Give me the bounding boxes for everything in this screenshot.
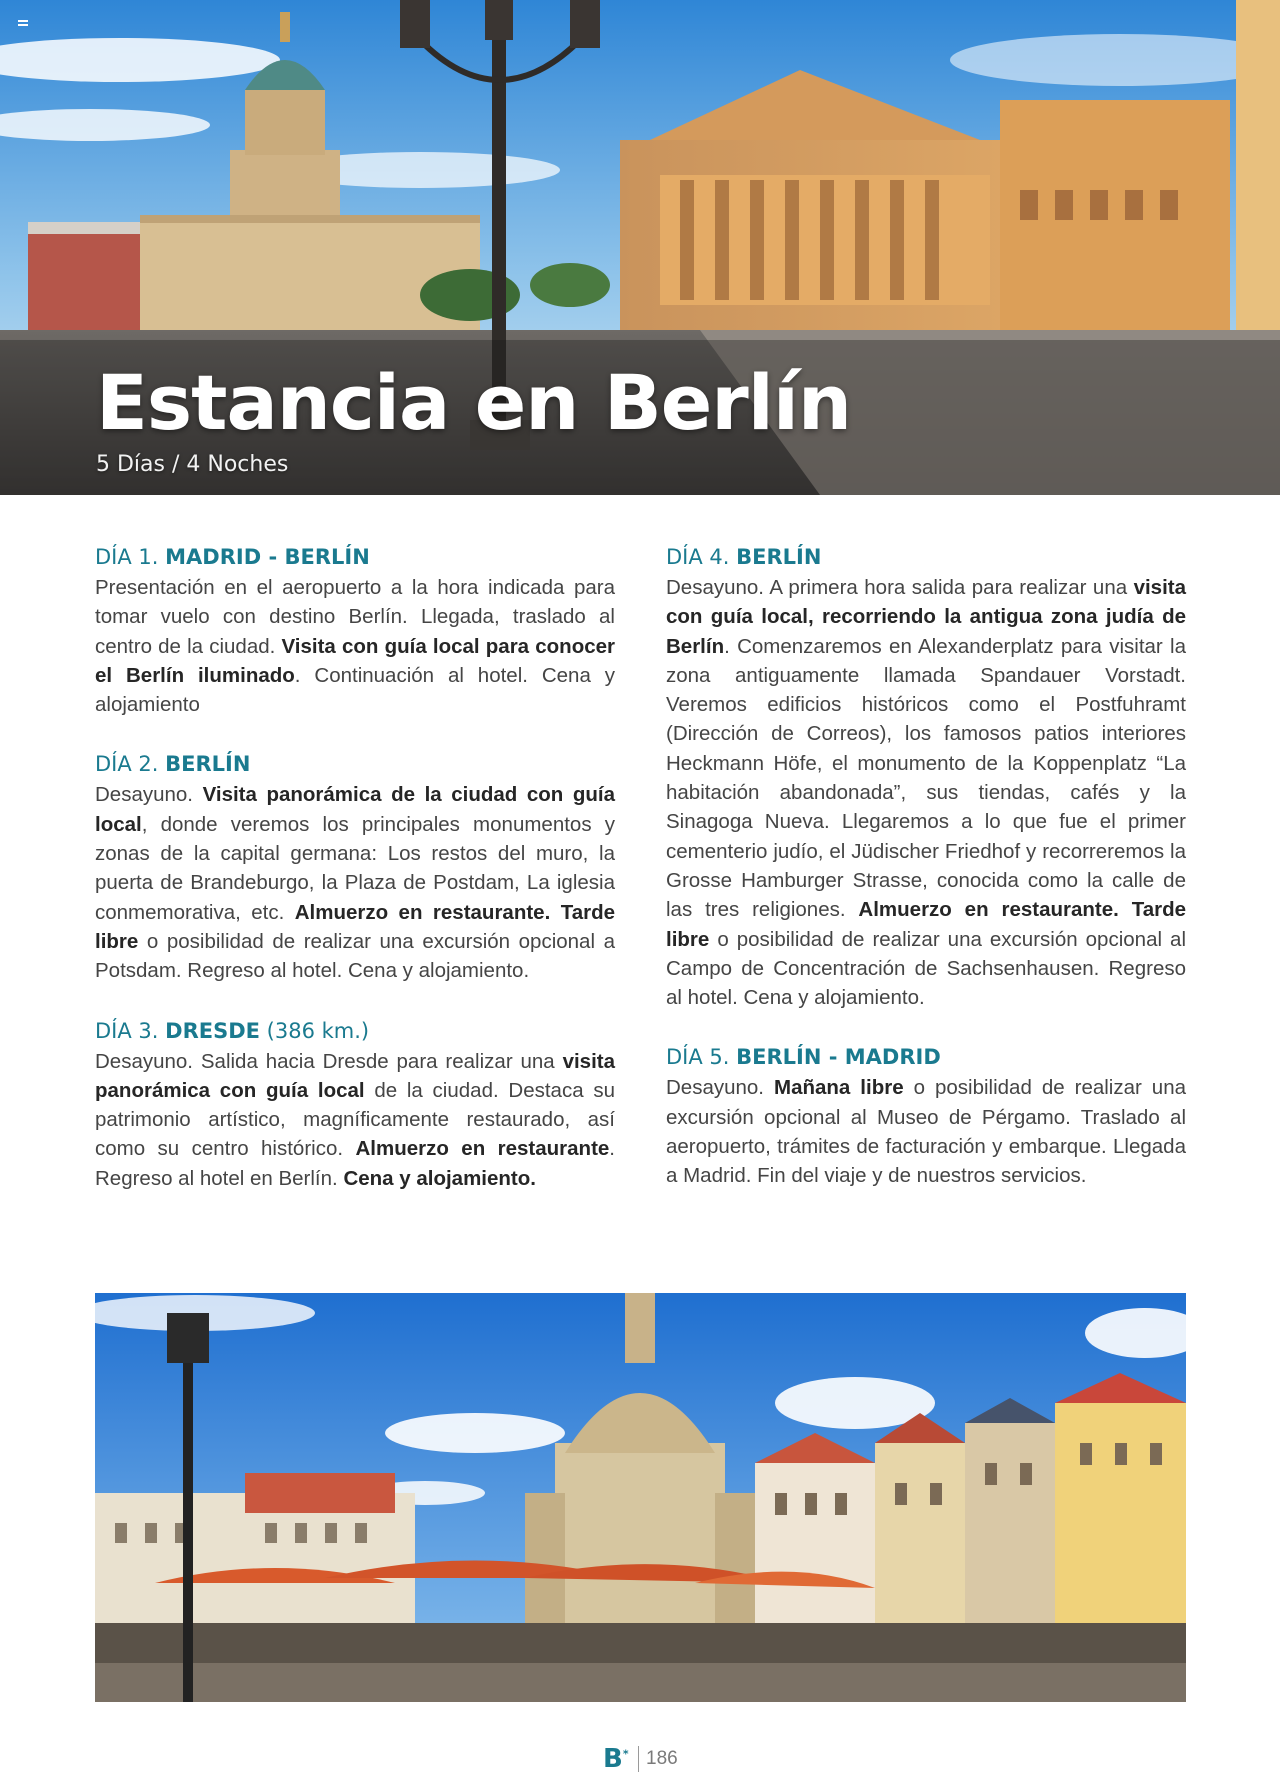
menu-icon bbox=[18, 20, 28, 26]
page-subtitle: 5 Días / 4 Noches bbox=[96, 452, 289, 477]
text-run-bold: Visita con guía local para conocer el Berlín iluminado bbox=[95, 634, 615, 687]
dresden-photo bbox=[95, 1293, 1186, 1702]
itinerary-right-column bbox=[666, 542, 1186, 1221]
day-number: DÍA 3. bbox=[95, 1018, 159, 1043]
hero-banner bbox=[0, 0, 1280, 495]
page-footer bbox=[0, 1740, 1280, 1780]
text-run: Desayuno. Salida hacia Dresde para realizar una bbox=[95, 1049, 563, 1073]
brand-logo bbox=[603, 1744, 629, 1774]
text-run: Presentación en el aeropuerto a la hora indicada para tomar vuelo con destino Berlín. Llegada, traslado al centro de la ciudad. bbox=[95, 576, 615, 658]
text-run-bold: Almuerzo en restaurante bbox=[355, 1137, 610, 1161]
text-run-bold: Mañana libre bbox=[774, 1076, 904, 1100]
text-run: Desayuno. bbox=[666, 1076, 774, 1100]
day-place: BERLÍN bbox=[736, 545, 822, 569]
day-heading bbox=[95, 1016, 615, 1046]
dresden-neumarkt-photo bbox=[95, 1293, 1186, 1702]
day-section bbox=[95, 542, 615, 719]
text-run: o posibilidad de realizar una excursión opcional al Campo de Concentración de Sachsenhausen. Regreso al hotel. Cena y alojamiento. bbox=[666, 927, 1186, 1010]
day-number: DÍA 2. bbox=[95, 752, 159, 777]
day-place: BERLÍN bbox=[165, 752, 251, 777]
day-heading bbox=[95, 542, 615, 572]
day-description bbox=[666, 1073, 1186, 1190]
day-description bbox=[95, 1047, 615, 1193]
day-section bbox=[666, 1042, 1186, 1190]
day-place: BERLÍN - MADRID bbox=[736, 1045, 941, 1070]
text-run-bold: Visita panorámica de la ciudad con guía local bbox=[95, 783, 616, 836]
footer-divider bbox=[638, 1746, 639, 1772]
text-run: . Comenzaremos en Alexanderplatz para visitar la zona antiguamente llamada Spandauer Vorstadt. Veremos edificios históricos como el Postfuhramt (Dirección de Correos), los famosos patios interiores Heckmann Höfe, el monumento de la Koppenplatz “La habitación abandonada”, sus tiendas, cafés y la Sinagoga Nueva. Llegaremos a lo que fue el primer cementerio judío, el Jüdischer Friedhof y recorreremos la Grosse Hamburger Strasse, conocida como la calle de las tres religiones. bbox=[666, 634, 1186, 922]
text-run: . Continuación al hotel. Cena y alojamiento bbox=[95, 663, 616, 717]
day-number: DÍA 5. bbox=[666, 1045, 730, 1070]
text-run: . Regreso al hotel en Berlín. bbox=[95, 1137, 615, 1190]
text-run: o posibilidad de realizar una excursión opcional a Potsdam. Regreso al hotel. Cena y alojamiento. bbox=[95, 929, 615, 983]
day-number: DÍA 1. bbox=[95, 545, 159, 569]
text-run-bold: Almuerzo en restaurante. Tarde libre bbox=[95, 900, 615, 953]
day-heading bbox=[666, 1042, 1186, 1072]
text-run-bold: Almuerzo en restaurante. Tarde libre bbox=[666, 898, 1186, 951]
day-distance: (386 km.) bbox=[260, 1018, 370, 1043]
day-description bbox=[95, 573, 615, 719]
text-run: o posibilidad de realizar una excursión opcional al Museo de Pérgamo. Traslado al aeropuerto, trámites de facturación y embarque. Llegada a Madrid. Fin del viaje y de nuestros servicios. bbox=[666, 1076, 1187, 1188]
brand-mark: * bbox=[622, 1747, 629, 1761]
day-number: DÍA 4. bbox=[666, 545, 730, 569]
brand-letter: B bbox=[603, 1744, 623, 1774]
day-heading bbox=[666, 542, 1186, 572]
day-section bbox=[95, 749, 615, 985]
itinerary-left-column bbox=[95, 542, 615, 1223]
day-heading bbox=[95, 749, 615, 779]
text-run-bold: visita con guía local, recorriendo la antigua zona judía de Berlín bbox=[666, 576, 1186, 658]
day-description bbox=[95, 780, 615, 985]
page-number: 186 bbox=[646, 1748, 678, 1769]
text-run: Desayuno. bbox=[95, 783, 203, 807]
day-description bbox=[666, 573, 1186, 1012]
text-run: , donde veremos los principales monumentos y zonas de la capital germana: Los restos del muro, la puerta de Brandeburgo, la Plaza de Postdam, La iglesia conmemorativa, etc. bbox=[95, 812, 615, 924]
day-place: DRESDE bbox=[165, 1018, 260, 1043]
page-title: Estancia en Berlín bbox=[96, 358, 851, 447]
day-section bbox=[666, 542, 1186, 1012]
text-run-bold: visita panorámica con guía local bbox=[95, 1049, 615, 1102]
day-section bbox=[95, 1016, 615, 1193]
day-place: MADRID - BERLÍN bbox=[165, 545, 370, 569]
text-run: de la ciudad. Destaca su patrimonio artístico, magníficamente restaurado, así como su centro histórico. bbox=[95, 1078, 615, 1161]
text-run-bold: Cena y alojamiento. bbox=[343, 1166, 536, 1190]
text-run: Desayuno. A primera hora salida para realizar una bbox=[666, 576, 1134, 599]
